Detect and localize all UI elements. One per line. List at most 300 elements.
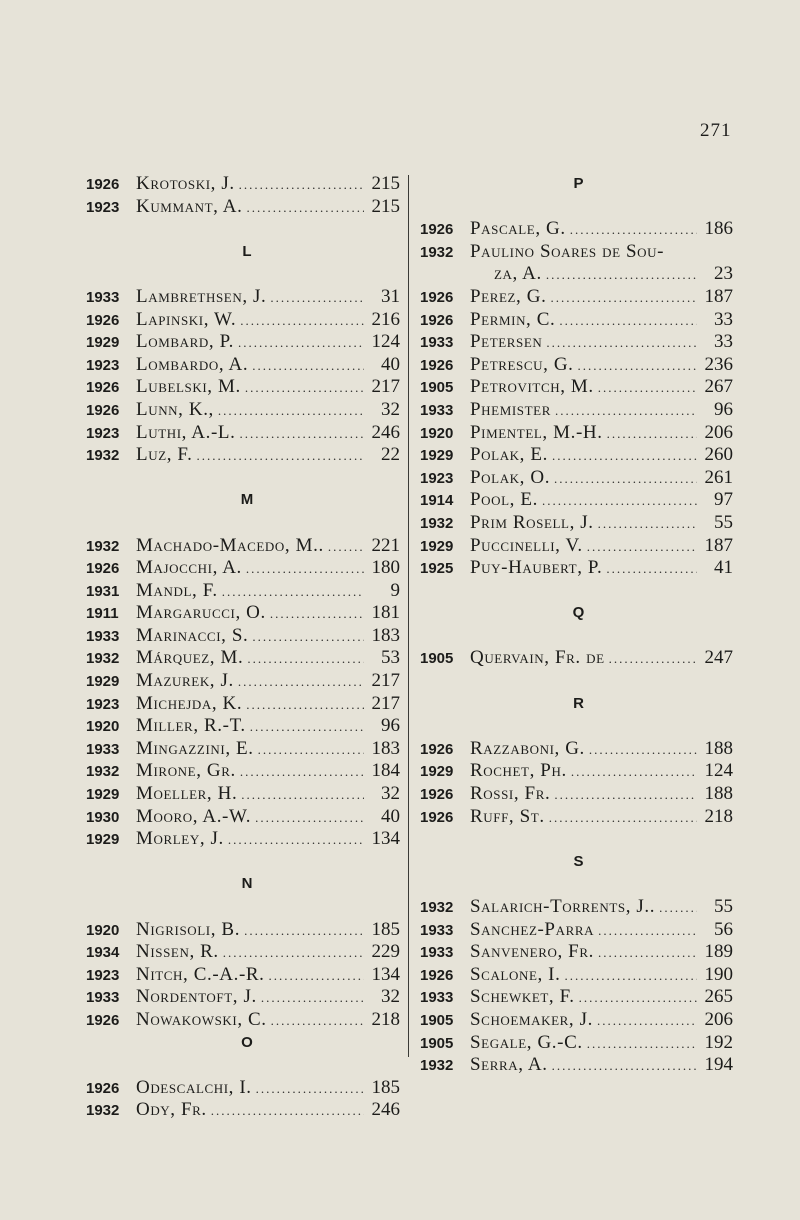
section-heading: L xyxy=(242,242,252,260)
entry-name: Petersen xyxy=(470,331,543,353)
index-entry xyxy=(86,783,400,806)
entry-page: 33 xyxy=(714,308,733,330)
entry-page: 185 xyxy=(371,1076,400,1098)
index-entry xyxy=(86,196,400,219)
entry-year: 1920 xyxy=(420,424,454,442)
entry-year: 1925 xyxy=(420,560,454,578)
dot-leader xyxy=(239,423,364,446)
entry-page: 180 xyxy=(371,557,400,579)
entry-page: 187 xyxy=(704,534,733,556)
dot-leader xyxy=(250,716,364,739)
entry-year: 1931 xyxy=(86,582,120,600)
entry-year: 1905 xyxy=(420,650,454,668)
entry-name: Nissen, R. xyxy=(136,941,219,963)
section-p xyxy=(420,173,733,580)
entry-page: 183 xyxy=(371,624,400,646)
index-entry xyxy=(420,647,733,670)
section-heading: P xyxy=(573,175,584,192)
entry-year: 1932 xyxy=(420,1057,454,1075)
entry-year: 1929 xyxy=(420,447,454,465)
entry-name: Nigrisoli, B. xyxy=(136,918,241,940)
entry-page: 134 xyxy=(371,828,400,850)
entry-page: 32 xyxy=(381,398,400,420)
index-entry xyxy=(420,286,733,309)
dot-leader xyxy=(240,761,364,784)
dot-leader xyxy=(559,310,697,333)
index-entry xyxy=(86,919,400,942)
index-entry xyxy=(86,309,400,332)
dot-leader xyxy=(554,784,697,807)
dot-leader xyxy=(659,897,697,920)
entry-page: 134 xyxy=(371,963,400,985)
entry-name: Nitch, C.-A.-R. xyxy=(136,963,265,985)
entry-page: 40 xyxy=(381,353,400,375)
entry-page: 31 xyxy=(381,285,400,307)
entry-page: 188 xyxy=(704,783,733,805)
entry-year: 1923 xyxy=(86,198,120,216)
entry-name: Quervain, Fr. de xyxy=(470,647,605,669)
entry-name: Paulino Soares de Sou- xyxy=(470,240,665,262)
dot-leader xyxy=(552,1055,697,1078)
section-l xyxy=(86,241,400,467)
index-entry xyxy=(420,919,733,942)
entry-page: 9 xyxy=(390,579,400,601)
entry-year: 1932 xyxy=(420,243,454,261)
entry-name: Lombardo, A. xyxy=(136,353,249,375)
entry-year: 1929 xyxy=(86,786,120,804)
entry-page: 217 xyxy=(371,376,400,398)
entry-page: 183 xyxy=(371,737,400,759)
entry-page: 22 xyxy=(381,444,400,466)
index-entry xyxy=(86,647,400,670)
entry-name: Mingazzini, E. xyxy=(136,737,254,759)
entry-year: 1926 xyxy=(420,311,454,329)
dot-leader xyxy=(570,219,697,242)
dot-leader xyxy=(550,287,697,310)
index-entry xyxy=(86,354,400,377)
column-divider xyxy=(408,175,409,1057)
entry-page: 187 xyxy=(704,285,733,307)
entry-page: 194 xyxy=(704,1054,733,1076)
entry-page: 190 xyxy=(704,963,733,985)
entry-page: 236 xyxy=(704,353,733,375)
entry-year: 1933 xyxy=(420,944,454,962)
entry-year: 1920 xyxy=(86,718,120,736)
entry-name: Marinacci, S. xyxy=(136,624,249,646)
entry-year: 1932 xyxy=(86,537,120,555)
entry-name: Márquez, M. xyxy=(136,647,244,669)
entry-page: 96 xyxy=(714,398,733,420)
entry-year: 1926 xyxy=(86,1079,120,1097)
entry-year: 1932 xyxy=(86,1102,120,1120)
entry-page: 55 xyxy=(714,896,733,917)
entry-year: 1926 xyxy=(86,560,120,578)
entry-name: Miller, R.-T. xyxy=(136,715,246,737)
index-entry xyxy=(86,557,400,580)
dot-leader xyxy=(247,648,364,671)
entry-page: 216 xyxy=(371,308,400,330)
entry-name: Lambrethsen, J. xyxy=(136,285,267,307)
dot-leader xyxy=(238,332,364,355)
entry-page: 32 xyxy=(381,986,400,1008)
entry-name: Pimentel, M.-H. xyxy=(470,421,603,443)
index-entry xyxy=(420,467,733,490)
dot-leader xyxy=(555,400,697,423)
index-entry xyxy=(420,557,733,580)
entry-page: 184 xyxy=(371,760,400,782)
index-entry xyxy=(420,1032,733,1055)
entry-year: 1920 xyxy=(86,921,120,939)
dot-leader xyxy=(261,987,364,1010)
entry-name: Rochet, Ph. xyxy=(470,760,567,782)
dot-leader xyxy=(269,965,364,988)
entry-name: Puccinelli, V. xyxy=(470,534,583,556)
entry-year: 1905 xyxy=(420,1034,454,1052)
index-entry xyxy=(86,715,400,738)
dot-leader xyxy=(549,807,697,830)
entry-name: Sanvenero, Fr. xyxy=(470,941,594,963)
index-entry xyxy=(420,309,733,332)
entry-page: 267 xyxy=(704,376,733,398)
entry-page: 206 xyxy=(704,421,733,443)
dot-leader xyxy=(542,490,697,513)
index-entry xyxy=(86,580,400,603)
section-heading: O xyxy=(241,1033,253,1051)
dot-leader xyxy=(598,920,697,943)
dot-leader xyxy=(597,1010,697,1033)
dot-leader xyxy=(218,400,364,423)
entry-page: 124 xyxy=(371,331,400,353)
entry-page: 32 xyxy=(381,783,400,805)
entry-name: Ody, Fr. xyxy=(136,1099,207,1121)
entry-name: Majocchi, A. xyxy=(136,557,242,579)
index-entry xyxy=(420,354,733,377)
entry-name: Salarich-Torrents, J.. xyxy=(470,896,656,917)
index-entry xyxy=(86,738,400,761)
index-entry xyxy=(420,444,733,467)
entry-name: Nowakowski, C. xyxy=(136,1008,267,1030)
section-q xyxy=(420,602,733,670)
entry-page: 23 xyxy=(714,263,733,285)
entry-name: Sanchez-Parra xyxy=(470,918,595,940)
left-column xyxy=(86,173,400,1122)
entry-year: 1933 xyxy=(420,401,454,419)
entry-name: Polak, E. xyxy=(470,444,548,466)
entry-name: Odescalchi, I. xyxy=(136,1076,252,1098)
index-entry xyxy=(86,964,400,987)
section-n xyxy=(86,873,400,1031)
index-entry xyxy=(420,512,733,535)
entry-year: 1929 xyxy=(420,537,454,555)
entry-year: 1923 xyxy=(86,356,120,374)
index-entry xyxy=(420,489,733,512)
entry-name: Lombard, P. xyxy=(136,331,234,353)
entry-year: 1923 xyxy=(86,695,120,713)
dot-leader xyxy=(271,1010,364,1033)
entry-page: 215 xyxy=(371,173,400,194)
entry-year: 1929 xyxy=(86,831,120,849)
index-entry xyxy=(420,331,733,354)
entry-year: 1932 xyxy=(420,514,454,532)
entry-year: 1926 xyxy=(420,288,454,306)
entry-name: Petrescu, G. xyxy=(470,353,574,375)
entry-name: Polak, O. xyxy=(470,466,551,488)
entry-year: 1926 xyxy=(420,966,454,984)
right-column xyxy=(420,173,733,1077)
section-o xyxy=(86,1032,400,1122)
entry-page: 265 xyxy=(704,986,733,1008)
entry-page: 189 xyxy=(704,941,733,963)
entry-year: 1932 xyxy=(86,650,120,668)
entry-name: Nordentoft, J. xyxy=(136,986,257,1008)
entry-name: Scalone, I. xyxy=(470,963,561,985)
index-entry xyxy=(86,670,400,693)
entry-name: Mirone, Gr. xyxy=(136,760,236,782)
entry-name: Rossi, Fr. xyxy=(470,783,551,805)
dot-leader xyxy=(598,377,697,400)
entry-name: Mazurek, J. xyxy=(136,670,234,692)
entry-year: 1926 xyxy=(86,311,120,329)
dot-leader xyxy=(244,920,364,943)
entry-name: Serra, A. xyxy=(470,1054,548,1076)
dot-leader xyxy=(587,536,697,559)
entry-name: Margarucci, O. xyxy=(136,602,266,624)
entry-name: Morley, J. xyxy=(136,828,224,850)
dot-leader xyxy=(239,174,364,197)
index-entry xyxy=(420,964,733,987)
entry-name: Segale, G.-C. xyxy=(470,1031,583,1053)
section-heading: S xyxy=(573,852,584,870)
section-r xyxy=(420,693,733,829)
entry-page: 247 xyxy=(704,647,733,669)
index-entry xyxy=(86,693,400,716)
entry-year: 1905 xyxy=(420,1011,454,1029)
dot-leader xyxy=(252,355,364,378)
entry-name: Permin, C. xyxy=(470,308,556,330)
index-entry xyxy=(86,399,400,422)
entry-page: 217 xyxy=(371,692,400,714)
entry-page: 41 xyxy=(714,557,733,579)
entry-page: 55 xyxy=(714,511,733,533)
index-entry xyxy=(86,1099,400,1122)
entry-year: 1933 xyxy=(86,989,120,1007)
entry-year: 1934 xyxy=(86,944,120,962)
index-entry xyxy=(420,241,733,264)
index-entry xyxy=(420,1054,733,1077)
index-entry xyxy=(420,399,733,422)
entry-year: 1933 xyxy=(420,989,454,1007)
dot-leader xyxy=(564,965,697,988)
entry-year: 1926 xyxy=(420,786,454,804)
entry-page: 40 xyxy=(381,805,400,827)
section-m xyxy=(86,489,400,851)
entry-year: 1926 xyxy=(420,356,454,374)
entry-name: Mandl, F. xyxy=(136,579,218,601)
entry-page: 246 xyxy=(371,421,400,443)
entry-year: 1933 xyxy=(420,921,454,939)
entry-page: 186 xyxy=(704,218,733,240)
dot-leader xyxy=(589,739,697,762)
entry-year: 1929 xyxy=(86,334,120,352)
index-entry xyxy=(420,986,733,1009)
entry-year: 1932 xyxy=(86,447,120,465)
dot-leader xyxy=(246,197,364,220)
entry-page: 218 xyxy=(371,1008,400,1030)
dot-leader xyxy=(258,739,364,762)
entry-year: 1914 xyxy=(420,492,454,510)
index-entry xyxy=(86,422,400,445)
entry-year: 1930 xyxy=(86,808,120,826)
entry-page: 246 xyxy=(371,1099,400,1121)
entry-page: 33 xyxy=(714,331,733,353)
dot-leader xyxy=(211,1100,364,1123)
index-entry xyxy=(86,444,400,467)
entry-page: 229 xyxy=(371,941,400,963)
entry-page: 96 xyxy=(381,715,400,737)
entry-name: Mooro, A.-W. xyxy=(136,805,252,827)
dot-leader xyxy=(609,648,697,671)
entry-page: 261 xyxy=(704,466,733,488)
entry-page: 260 xyxy=(704,444,733,466)
entry-year: 1932 xyxy=(420,899,454,916)
entry-year: 1923 xyxy=(86,966,120,984)
dot-leader xyxy=(571,761,697,784)
dot-leader xyxy=(246,558,364,581)
section-heading: M xyxy=(240,491,254,509)
section-heading: R xyxy=(573,694,584,712)
dot-leader xyxy=(578,355,697,378)
index-entry xyxy=(420,1009,733,1032)
entry-page: 188 xyxy=(704,737,733,759)
dot-leader xyxy=(270,603,364,626)
entry-year: 1926 xyxy=(420,740,454,758)
entry-name: Lunn, K., xyxy=(136,398,214,420)
entry-year: 1905 xyxy=(420,379,454,397)
entry-name: Pool, E. xyxy=(470,489,538,511)
dot-leader xyxy=(196,445,364,468)
entry-page: 206 xyxy=(704,1008,733,1030)
index-entry xyxy=(420,896,733,919)
entry-name: Pascale, G. xyxy=(470,218,566,240)
section-heading: N xyxy=(241,875,253,893)
index-entry xyxy=(420,738,733,761)
index-entry xyxy=(86,625,400,648)
entry-year: 1933 xyxy=(86,627,120,645)
entry-name: Schewket, F. xyxy=(470,986,575,1008)
entry-page: 192 xyxy=(704,1031,733,1053)
index-entry xyxy=(86,286,400,309)
dot-leader xyxy=(228,829,364,852)
index-entry xyxy=(86,941,400,964)
entry-name: Luthi, A.-L. xyxy=(136,421,236,443)
dot-leader xyxy=(546,332,697,355)
entry-page: 97 xyxy=(714,489,733,511)
entry-name: Machado-Macedo, M.. xyxy=(136,534,324,556)
entry-year: 1923 xyxy=(420,469,454,487)
index-entry xyxy=(420,806,733,829)
entry-year: 1923 xyxy=(86,424,120,442)
entry-year: 1926 xyxy=(86,176,120,193)
entry-name: Moeller, H. xyxy=(136,783,238,805)
dot-leader xyxy=(598,942,697,965)
entry-year: 1933 xyxy=(86,288,120,306)
entry-name: Razzaboni, G. xyxy=(470,737,585,759)
index-entry xyxy=(86,806,400,829)
index-entry xyxy=(86,376,400,399)
dot-leader xyxy=(607,423,697,446)
dot-leader xyxy=(223,942,364,965)
entry-name: Michejda, K. xyxy=(136,692,243,714)
entry-year: 1933 xyxy=(86,740,120,758)
index-entry xyxy=(86,1077,400,1100)
index-entry xyxy=(86,1009,400,1032)
dot-leader xyxy=(270,287,364,310)
entry-name: Puy-Haubert, P. xyxy=(470,557,603,579)
index-entry xyxy=(86,828,400,851)
entry-name: Prim Rosell, J. xyxy=(470,511,594,533)
dot-leader xyxy=(256,1078,364,1101)
page-number: 271 xyxy=(700,120,732,141)
entry-name: Kummant, A. xyxy=(136,195,243,217)
dot-leader xyxy=(246,694,364,717)
dot-leader xyxy=(579,987,697,1010)
section-heading: Q xyxy=(572,604,585,622)
index-entry xyxy=(420,535,733,558)
index-entry xyxy=(86,173,400,196)
dot-leader xyxy=(587,1033,697,1056)
entry-year: 1926 xyxy=(420,221,454,239)
index-entry xyxy=(420,941,733,964)
entry-name: Krotoski, J. xyxy=(136,173,235,194)
entry-name: za, A. xyxy=(494,263,542,285)
entry-year: 1926 xyxy=(86,379,120,397)
dot-leader xyxy=(255,807,364,830)
section-s xyxy=(420,851,733,1077)
dot-leader xyxy=(238,671,364,694)
entry-year: 1926 xyxy=(420,808,454,826)
entry-name: Lapinski, W. xyxy=(136,308,237,330)
index-entry xyxy=(86,986,400,1009)
entry-name: Schoemaker, J. xyxy=(470,1008,593,1030)
entry-name: Perez, G. xyxy=(470,285,547,307)
dot-leader xyxy=(606,558,697,581)
index-entry-continuation xyxy=(420,263,733,286)
entry-page: 53 xyxy=(381,647,400,669)
dot-leader xyxy=(252,626,364,649)
dot-leader xyxy=(245,377,364,400)
entry-page: 217 xyxy=(371,670,400,692)
entry-year: 1929 xyxy=(420,763,454,781)
entry-name: Petrovitch, M. xyxy=(470,376,594,398)
entry-name: Luz, F. xyxy=(136,444,193,466)
index-entry xyxy=(420,376,733,399)
index-entry xyxy=(420,760,733,783)
entry-year: 1933 xyxy=(420,334,454,352)
entry-page: 124 xyxy=(704,760,733,782)
dot-leader xyxy=(222,581,364,604)
dot-leader xyxy=(598,513,697,536)
index-entry xyxy=(86,602,400,625)
index-entry xyxy=(420,783,733,806)
index-entry xyxy=(420,422,733,445)
entry-year: 1911 xyxy=(86,605,119,623)
entry-name: Ruff, St. xyxy=(470,805,545,827)
section-k xyxy=(86,173,400,218)
entry-page: 56 xyxy=(714,918,733,940)
entry-year: 1929 xyxy=(86,673,120,691)
index-entry xyxy=(86,760,400,783)
entry-page: 221 xyxy=(371,534,400,556)
